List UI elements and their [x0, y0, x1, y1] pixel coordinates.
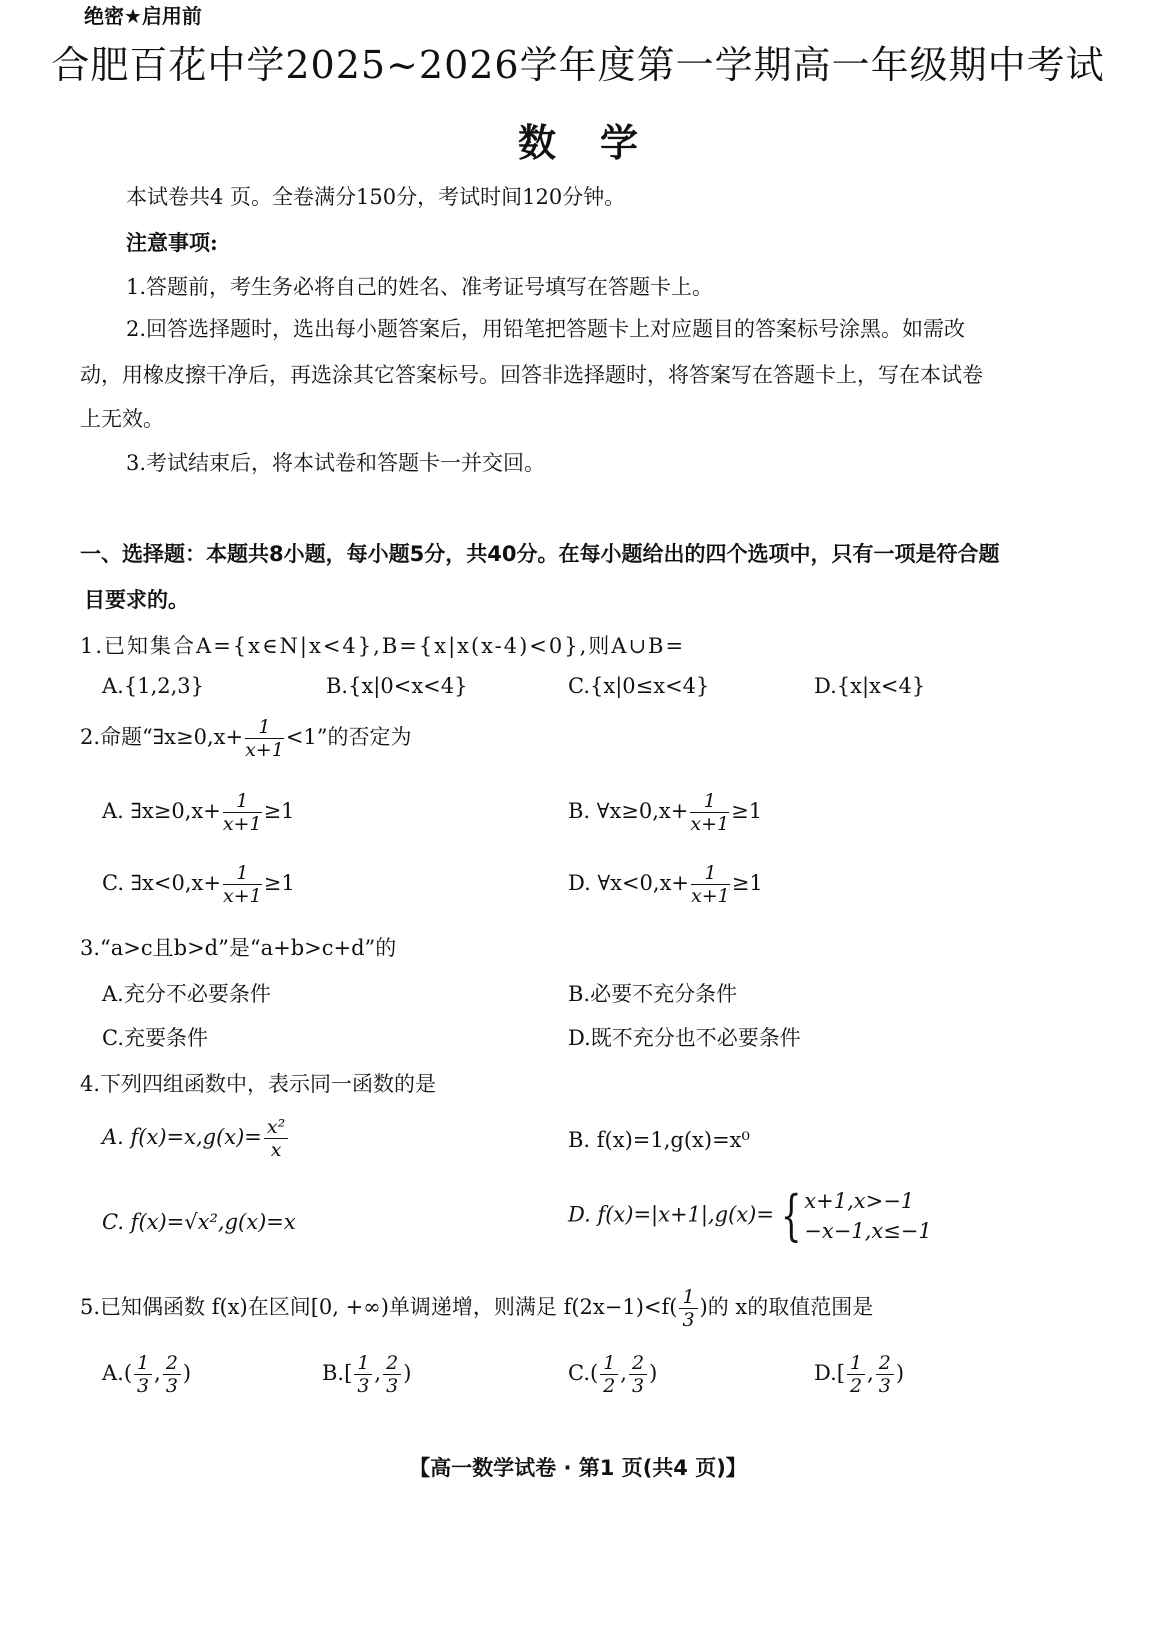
- q2-option-d: D. ∀x<0,x+ $\frac{1}{x+1}$ ≥1: [568, 862, 763, 907]
- question-1-stem: 1.已知集合A={x∈N|x<4},B={x|x(x-4)<0},则A∪B=: [80, 634, 686, 658]
- question-2-stem: 2.命题“∃x≥0,x+ $\frac{1}{x+1}$ <1”的否定为: [80, 716, 412, 761]
- notice-title: 注意事项:: [126, 230, 218, 255]
- q4-option-c: C. f(x)=√x²,g(x)=x: [102, 1210, 296, 1234]
- q5-option-c: C.( $\frac{1}{2}$ , $\frac{2}{3}$ ): [568, 1352, 658, 1397]
- fraction: $\frac{1}{x+1}$: [245, 716, 284, 761]
- question-3-stem: 3.“a>c且b>d”是“a+b>c+d”的: [80, 936, 397, 960]
- question-5-stem: 5.已知偶函数 f(x)在区间[0, +∞)单调递增，则满足 f(2x−1)<f( $\frac{1}{3}$ )的 x的取值范围是: [80, 1286, 874, 1331]
- notice-3: 3.考试结束后，将本试卷和答题卡一并交回。: [126, 451, 546, 475]
- confidential-label: 绝密★启用前: [84, 4, 202, 28]
- q1-option-b: B.{x|0<x<4}: [326, 674, 468, 698]
- question-4-stem: 4.下列四组函数中，表示同一函数的是: [80, 1072, 437, 1096]
- notice-2-line2: 动，用橡皮擦干净后，再选涂其它答案标号。回答非选择题时，将答案写在答题卡上，写在本试卷: [80, 363, 983, 387]
- q2-option-b: B. ∀x≥0,x+ $\frac{1}{x+1}$ ≥1: [568, 790, 763, 835]
- notice-1: 1.答题前，考生务必将自己的姓名、准考证号填写在答题卡上。: [126, 275, 714, 299]
- notice-2-line1: 2.回答选择题时，选出每小题答案后，用铅笔把答题卡上对应题目的答案标号涂黑。如需改: [126, 317, 966, 341]
- page-footer: 【高一数学试卷 · 第1 页(共4 页)】: [409, 1456, 747, 1480]
- q2-option-a: A. ∃x≥0,x+ $\frac{1}{x+1}$ ≥1: [102, 790, 295, 835]
- q2-option-c: C. ∃x<0,x+ $\frac{1}{x+1}$ ≥1: [102, 862, 295, 907]
- q1-option-c: C.{x|0≤x<4}: [568, 674, 710, 698]
- q3-option-c: C.充要条件: [102, 1026, 208, 1050]
- intro-line: 本试卷共4 页。全卷满分150分，考试时间120分钟。: [126, 185, 626, 209]
- q4-option-d: D. f(x)=|x+1|,g(x)= { x+1,x>−1 −x−1,x≤−1: [568, 1184, 932, 1247]
- q5-option-a: A.( $\frac{1}{3}$ , $\frac{2}{3}$ ): [102, 1352, 192, 1397]
- q1-option-d: D.{x|x<4}: [814, 674, 926, 698]
- section-heading-line2: 目要求的。: [84, 588, 189, 612]
- q5-option-b: B.[ $\frac{1}{3}$ , $\frac{2}{3}$ ): [322, 1352, 412, 1397]
- q4-option-a: A. f(x)=x,g(x)= $\frac{\text{x²}}{x}$: [102, 1116, 290, 1161]
- subject-title: 数学: [517, 120, 682, 165]
- q5-option-d: D.[ $\frac{1}{2}$ , $\frac{2}{3}$ ): [814, 1352, 905, 1397]
- q3-option-d: D.既不充分也不必要条件: [568, 1026, 801, 1050]
- q4-option-b: B. f(x)=1,g(x)=x⁰: [568, 1128, 750, 1152]
- section-heading-line1: 一、选择题：本题共8小题，每小题5分，共40分。在每小题给出的四个选项中，只有一项是符合题: [80, 542, 1000, 566]
- q3-option-a: A.充分不必要条件: [102, 982, 271, 1006]
- q3-option-b: B.必要不充分条件: [568, 982, 738, 1006]
- exam-title: 合肥百花中学2025~2026学年度第一学期高一年级期中考试: [51, 43, 1105, 87]
- notice-2-line3: 上无效。: [80, 407, 164, 431]
- q1-option-a: A.{1,2,3}: [102, 674, 204, 698]
